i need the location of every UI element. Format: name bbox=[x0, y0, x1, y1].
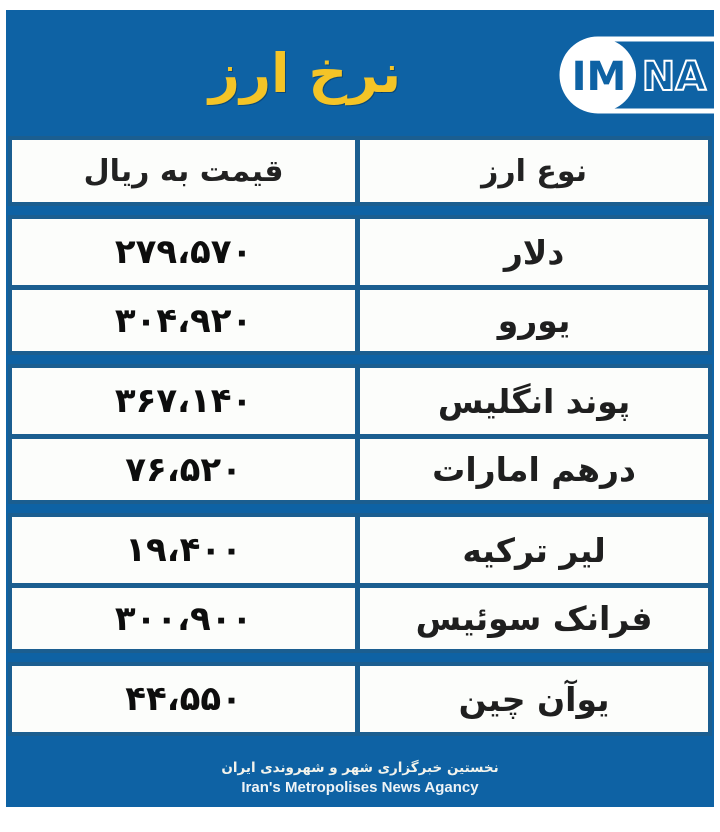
currency-name: فرانک سوئیس bbox=[355, 588, 708, 649]
rates-table bbox=[6, 136, 714, 745]
price-value: ۱۹،۴۰۰ bbox=[125, 530, 242, 570]
table-row bbox=[12, 285, 708, 351]
table-header-row bbox=[12, 140, 708, 202]
table-row bbox=[12, 517, 708, 583]
table-row bbox=[12, 368, 708, 434]
price-value: ۳۶۷،۱۴۰ bbox=[114, 381, 253, 421]
logo-im-letters: IM bbox=[571, 54, 627, 100]
currency-name: یورو bbox=[355, 290, 708, 351]
column-header-price: قیمت به ریال bbox=[83, 153, 284, 189]
price-value: ۳۰۰،۹۰۰ bbox=[114, 598, 253, 639]
price-value: ۴۴،۵۵۰ bbox=[125, 679, 242, 719]
table-group bbox=[8, 215, 712, 355]
currency-name: دلار bbox=[355, 219, 708, 285]
table-group bbox=[8, 364, 712, 504]
price-value: ۷۶،۵۲۰ bbox=[125, 449, 242, 490]
footer-tagline-fa: نخستین خبرگزاری شهر و شهروندی ایران bbox=[221, 760, 499, 777]
table-row bbox=[12, 219, 708, 285]
table-header-group bbox=[8, 136, 712, 206]
logo-na-letters: NA bbox=[641, 54, 707, 100]
table-row bbox=[12, 434, 708, 500]
footer-tagline-en: Iran's Metropolises News Agancy bbox=[241, 778, 479, 796]
currency-name: یوآن چین bbox=[355, 666, 708, 732]
column-header-currency: نوع ارز bbox=[355, 140, 708, 202]
currency-name: درهم امارات bbox=[355, 439, 708, 500]
table-row bbox=[12, 666, 708, 732]
page-title: نرخ ارز bbox=[208, 41, 402, 105]
price-value: ۳۰۴،۹۲۰ bbox=[114, 300, 253, 341]
blue-panel bbox=[6, 10, 714, 807]
table-row bbox=[12, 583, 708, 649]
imna-logo-icon bbox=[558, 34, 718, 116]
currency-name: لیر ترکیه bbox=[355, 517, 708, 583]
header bbox=[6, 10, 714, 136]
table-group bbox=[8, 513, 712, 653]
currency-name: پوند انگلیس bbox=[355, 368, 708, 434]
footer bbox=[6, 759, 714, 807]
table-group bbox=[8, 662, 712, 736]
price-value: ۲۷۹،۵۷۰ bbox=[114, 232, 253, 272]
